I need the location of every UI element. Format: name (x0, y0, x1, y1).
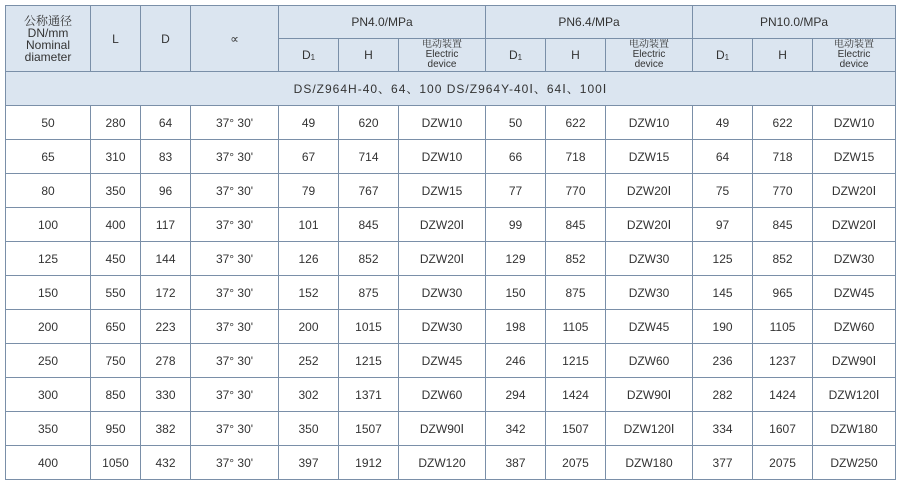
model-row (6, 72, 896, 106)
nominal-unit-label: DN/mm (27, 25, 69, 40)
cell-pn40-d1: 397 (279, 446, 339, 480)
cell-pn40-h: 1912 (339, 446, 399, 480)
table-row (6, 174, 896, 208)
sub-header-d1-index: 1 (310, 53, 316, 62)
sub-header-electric (813, 39, 896, 72)
cell-angle: 37° 30' (191, 344, 279, 378)
cell-l: 400 (91, 208, 141, 242)
cell-angle: 37° 30' (191, 310, 279, 344)
table-row (6, 378, 896, 412)
cell-pn64-h: 1424 (546, 378, 606, 412)
cell-pn40-h: 845 (339, 208, 399, 242)
cell-pn64-d1: 387 (486, 446, 546, 480)
group-header-pn64: PN6.4/MPa (486, 6, 693, 39)
cell-pn100-d1: 334 (693, 412, 753, 446)
cell-pn64-h: 718 (546, 140, 606, 174)
cell-pn40-electric: DZW20Ⅰ (399, 242, 486, 276)
cell-pn40-h: 767 (339, 174, 399, 208)
cell-pn64-h: 1215 (546, 344, 606, 378)
cell-dn: 300 (6, 378, 91, 412)
cell-pn100-d1: 145 (693, 276, 753, 310)
cell-angle: 37° 30' (191, 208, 279, 242)
cell-pn64-electric: DZW30 (606, 276, 693, 310)
cell-l: 550 (91, 276, 141, 310)
cell-angle: 37° 30' (191, 378, 279, 412)
cell-pn40-d1: 126 (279, 242, 339, 276)
cell-d: 172 (141, 276, 191, 310)
cell-pn100-d1: 282 (693, 378, 753, 412)
cell-pn40-electric: DZW120 (399, 446, 486, 480)
cell-pn40-electric: DZW45 (399, 344, 486, 378)
cell-pn64-electric: DZW20Ⅰ (606, 208, 693, 242)
cell-pn64-d1: 342 (486, 412, 546, 446)
cell-dn: 80 (6, 174, 91, 208)
electric-en-label-1: Electric (425, 49, 459, 60)
model-line: DS/Z964H-40、64、100 DS/Z964Y-40Ⅰ、64Ⅰ、100Ⅰ (6, 72, 896, 106)
cell-dn: 200 (6, 310, 91, 344)
cell-l: 1050 (91, 446, 141, 480)
nominal-zh-label: 公称通径 (23, 13, 72, 28)
cell-pn40-d1: 79 (279, 174, 339, 208)
sub-header-d1 (486, 39, 546, 72)
cell-pn40-h: 1371 (339, 378, 399, 412)
cell-pn40-d1: 152 (279, 276, 339, 310)
cell-pn40-h: 1215 (339, 344, 399, 378)
cell-pn100-electric: DZW30 (813, 242, 896, 276)
table-row (6, 446, 896, 480)
cell-pn100-d1: 64 (693, 140, 753, 174)
cell-pn100-electric: DZW45 (813, 276, 896, 310)
electric-zh-label: 电动装置 (834, 39, 875, 50)
electric-en-label-1: Electric (837, 49, 871, 60)
cell-pn64-d1: 66 (486, 140, 546, 174)
cell-l: 650 (91, 310, 141, 344)
cell-pn64-electric: DZW15 (606, 140, 693, 174)
cell-angle: 37° 30' (191, 446, 279, 480)
cell-pn100-electric: DZW250 (813, 446, 896, 480)
cell-pn100-electric: DZW10 (813, 106, 896, 140)
cell-pn64-h: 1507 (546, 412, 606, 446)
cell-d: 223 (141, 310, 191, 344)
cell-pn64-d1: 77 (486, 174, 546, 208)
nominal-diameter-header (6, 6, 91, 72)
cell-pn40-h: 620 (339, 106, 399, 140)
cell-pn100-h: 1424 (753, 378, 813, 412)
cell-pn40-h: 875 (339, 276, 399, 310)
cell-pn64-d1: 294 (486, 378, 546, 412)
sub-header-d1-index: 1 (517, 53, 523, 62)
cell-angle: 37° 30' (191, 412, 279, 446)
sub-header-d1-label: D (715, 48, 725, 62)
cell-pn100-electric: DZW60 (813, 310, 896, 344)
cell-pn100-h: 852 (753, 242, 813, 276)
cell-pn100-electric: DZW180 (813, 412, 896, 446)
cell-pn40-d1: 49 (279, 106, 339, 140)
electric-en-label-2: device (839, 59, 869, 70)
cell-pn40-d1: 302 (279, 378, 339, 412)
cell-dn: 125 (6, 242, 91, 276)
cell-pn100-electric: DZW20Ⅰ (813, 174, 896, 208)
cell-pn64-d1: 150 (486, 276, 546, 310)
cell-d: 64 (141, 106, 191, 140)
electric-zh-label: 电动装置 (629, 39, 670, 50)
cell-dn: 400 (6, 446, 91, 480)
sub-header-electric (399, 39, 486, 72)
col-header-L: L (91, 6, 141, 72)
cell-pn40-electric: DZW10 (399, 106, 486, 140)
cell-pn40-electric: DZW30 (399, 310, 486, 344)
cell-l: 850 (91, 378, 141, 412)
cell-pn100-h: 845 (753, 208, 813, 242)
cell-pn40-d1: 200 (279, 310, 339, 344)
cell-pn100-electric: DZW120Ⅰ (813, 378, 896, 412)
cell-angle: 37° 30' (191, 276, 279, 310)
group-header-pn40: PN4.0/MPa (279, 6, 486, 39)
table-row (6, 208, 896, 242)
cell-pn100-d1: 49 (693, 106, 753, 140)
electric-en-label-2: device (427, 59, 457, 70)
cell-pn100-electric: DZW20Ⅰ (813, 208, 896, 242)
cell-pn64-electric: DZW90Ⅰ (606, 378, 693, 412)
cell-pn100-electric: DZW90Ⅰ (813, 344, 896, 378)
nominal-en-label-1: Nominal (25, 37, 70, 52)
cell-d: 330 (141, 378, 191, 412)
cell-pn100-d1: 97 (693, 208, 753, 242)
valve-spec-table (5, 5, 896, 480)
cell-pn100-d1: 377 (693, 446, 753, 480)
sub-header-d1-index: 1 (724, 53, 730, 62)
sub-header-h: H (546, 39, 606, 72)
cell-d: 96 (141, 174, 191, 208)
cell-pn64-d1: 50 (486, 106, 546, 140)
cell-d: 432 (141, 446, 191, 480)
cell-pn64-electric: DZW120Ⅰ (606, 412, 693, 446)
cell-d: 382 (141, 412, 191, 446)
cell-dn: 50 (6, 106, 91, 140)
cell-pn40-electric: DZW60 (399, 378, 486, 412)
electric-zh-label: 电动装置 (422, 39, 462, 50)
table-row (6, 344, 896, 378)
cell-pn64-electric: DZW10 (606, 106, 693, 140)
cell-pn40-h: 1507 (339, 412, 399, 446)
cell-pn40-h: 714 (339, 140, 399, 174)
sub-header-d1 (693, 39, 753, 72)
electric-en-label-2: device (634, 59, 664, 70)
cell-pn40-d1: 67 (279, 140, 339, 174)
cell-pn64-electric: DZW20Ⅰ (606, 174, 693, 208)
cell-pn64-h: 852 (546, 242, 606, 276)
cell-angle: 37° 30' (191, 106, 279, 140)
sub-header-electric (606, 39, 693, 72)
sub-header-h: H (753, 39, 813, 72)
cell-pn100-d1: 236 (693, 344, 753, 378)
sub-header-d1-label: D (508, 48, 518, 62)
cell-pn64-d1: 246 (486, 344, 546, 378)
sub-header-d1 (279, 39, 339, 72)
cell-l: 450 (91, 242, 141, 276)
cell-l: 750 (91, 344, 141, 378)
sub-header-h: H (339, 39, 399, 72)
cell-angle: 37° 30' (191, 242, 279, 276)
cell-pn100-d1: 75 (693, 174, 753, 208)
cell-pn40-electric: DZW10 (399, 140, 486, 174)
cell-pn40-h: 1015 (339, 310, 399, 344)
header-row-top (6, 6, 896, 39)
spec-table-body (6, 72, 896, 480)
cell-pn64-electric: DZW30 (606, 242, 693, 276)
cell-pn100-h: 1607 (753, 412, 813, 446)
cell-d: 278 (141, 344, 191, 378)
cell-pn40-electric: DZW90Ⅰ (399, 412, 486, 446)
cell-pn40-d1: 252 (279, 344, 339, 378)
cell-pn40-electric: DZW15 (399, 174, 486, 208)
cell-pn40-electric: DZW20Ⅰ (399, 208, 486, 242)
cell-angle: 37° 30' (191, 140, 279, 174)
table-row (6, 106, 896, 140)
col-header-angle: ∝ (191, 6, 279, 72)
cell-d: 117 (141, 208, 191, 242)
group-header-pn100: PN10.0/MPa (693, 6, 896, 39)
cell-pn40-h: 852 (339, 242, 399, 276)
cell-dn: 350 (6, 412, 91, 446)
cell-dn: 250 (6, 344, 91, 378)
cell-pn40-d1: 350 (279, 412, 339, 446)
cell-pn100-h: 718 (753, 140, 813, 174)
cell-pn64-h: 845 (546, 208, 606, 242)
table-row (6, 276, 896, 310)
cell-l: 350 (91, 174, 141, 208)
cell-dn: 65 (6, 140, 91, 174)
cell-pn64-d1: 99 (486, 208, 546, 242)
cell-l: 310 (91, 140, 141, 174)
table-row (6, 140, 896, 174)
cell-pn100-h: 2075 (753, 446, 813, 480)
cell-pn100-h: 1105 (753, 310, 813, 344)
cell-pn64-d1: 198 (486, 310, 546, 344)
cell-pn100-electric: DZW15 (813, 140, 896, 174)
nominal-en-label-2: diameter (24, 49, 72, 64)
cell-pn64-h: 1105 (546, 310, 606, 344)
cell-d: 144 (141, 242, 191, 276)
table-row (6, 412, 896, 446)
cell-pn64-h: 875 (546, 276, 606, 310)
cell-pn100-d1: 125 (693, 242, 753, 276)
table-row (6, 310, 896, 344)
cell-pn100-h: 622 (753, 106, 813, 140)
table-row (6, 242, 896, 276)
cell-dn: 100 (6, 208, 91, 242)
cell-pn100-h: 1237 (753, 344, 813, 378)
cell-pn64-d1: 129 (486, 242, 546, 276)
sub-header-d1-label: D (301, 48, 311, 62)
cell-pn100-h: 770 (753, 174, 813, 208)
cell-pn64-electric: DZW60 (606, 344, 693, 378)
cell-l: 950 (91, 412, 141, 446)
cell-pn100-h: 965 (753, 276, 813, 310)
cell-angle: 37° 30' (191, 174, 279, 208)
cell-pn100-d1: 190 (693, 310, 753, 344)
cell-pn64-h: 2075 (546, 446, 606, 480)
electric-en-label-1: Electric (632, 49, 666, 60)
cell-pn64-electric: DZW45 (606, 310, 693, 344)
cell-l: 280 (91, 106, 141, 140)
cell-pn40-d1: 101 (279, 208, 339, 242)
cell-pn64-h: 770 (546, 174, 606, 208)
col-header-D: D (141, 6, 191, 72)
cell-d: 83 (141, 140, 191, 174)
cell-dn: 150 (6, 276, 91, 310)
cell-pn64-electric: DZW180 (606, 446, 693, 480)
cell-pn64-h: 622 (546, 106, 606, 140)
cell-pn40-electric: DZW30 (399, 276, 486, 310)
